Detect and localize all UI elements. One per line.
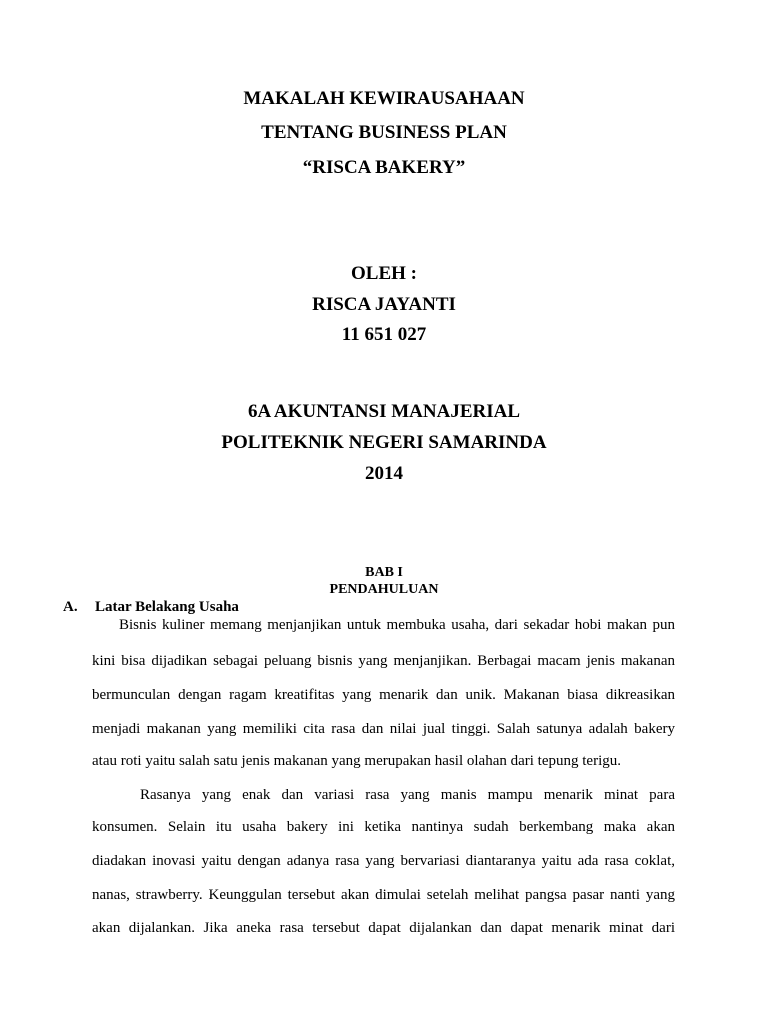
paragraph1-line: kini bisa dijadikan sebagai peluang bisnis yang menjanjikan. Berbagai macam jenis makanan <box>92 653 675 669</box>
paragraph2-line: akan dijalankan. Jika aneka rasa tersebut dapat dijalankan dan dapat menarik minat dari <box>92 920 675 936</box>
chapter-number: BAB I <box>365 565 403 580</box>
chapter-title: PENDAHULUAN <box>329 582 439 597</box>
paragraph1-line: atau roti yaitu salah satu jenis makanan yang merupakan hasil olahan dari tepung terigu. <box>92 753 621 769</box>
section-title: Latar Belakang Usaha <box>95 599 239 615</box>
paragraph1-line: menjadi makanan yang memiliki cita rasa dan nilai jual tinggi. Salah satunya adalah bakery <box>92 721 675 737</box>
paragraph2-line: nanas, strawberry. Keunggulan tersebut akan dimulai setelah melihat pangsa pasar nanti yang <box>92 887 675 903</box>
cover-title-line2: TENTANG BUSINESS PLAN <box>261 122 507 143</box>
cover-class-name: 6A AKUNTANSI MANAJERIAL <box>247 401 520 422</box>
paragraph2-line: diadakan inovasi yaitu dengan adanya rasa yang bervariasi diantaranya yaitu ada rasa coklat, <box>92 853 675 869</box>
paragraph1-line: Bisnis kuliner memang menjanjikan untuk membuka usaha, dari sekadar hobi makan pun <box>119 617 675 633</box>
section-heading <box>63 597 239 617</box>
cover-author-name: RISCA JAYANTI <box>312 294 456 315</box>
paragraph2-line: Rasanya yang enak dan variasi rasa yang manis mampu menarik minat para <box>140 787 675 803</box>
cover-title-line1: MAKALAH KEWIRAUSAHAAN <box>243 88 525 109</box>
cover-by-label: OLEH : <box>351 263 417 284</box>
cover-author-id: 11 651 027 <box>341 324 427 345</box>
cover-institution: POLITEKNIK NEGERI SAMARINDA <box>221 432 547 453</box>
paragraph1-line: bermunculan dengan ragam kreatifitas yang menarik dan unik. Makanan biasa dikreasikan <box>92 687 675 703</box>
cover-title-line3: “RISCA BAKERY” <box>302 157 466 178</box>
cover-year: 2014 <box>365 463 403 484</box>
section-number: A. <box>63 599 78 615</box>
paragraph2-line: konsumen. Selain itu usaha bakery ini ketika nantinya sudah berkembang maka akan <box>92 819 675 835</box>
